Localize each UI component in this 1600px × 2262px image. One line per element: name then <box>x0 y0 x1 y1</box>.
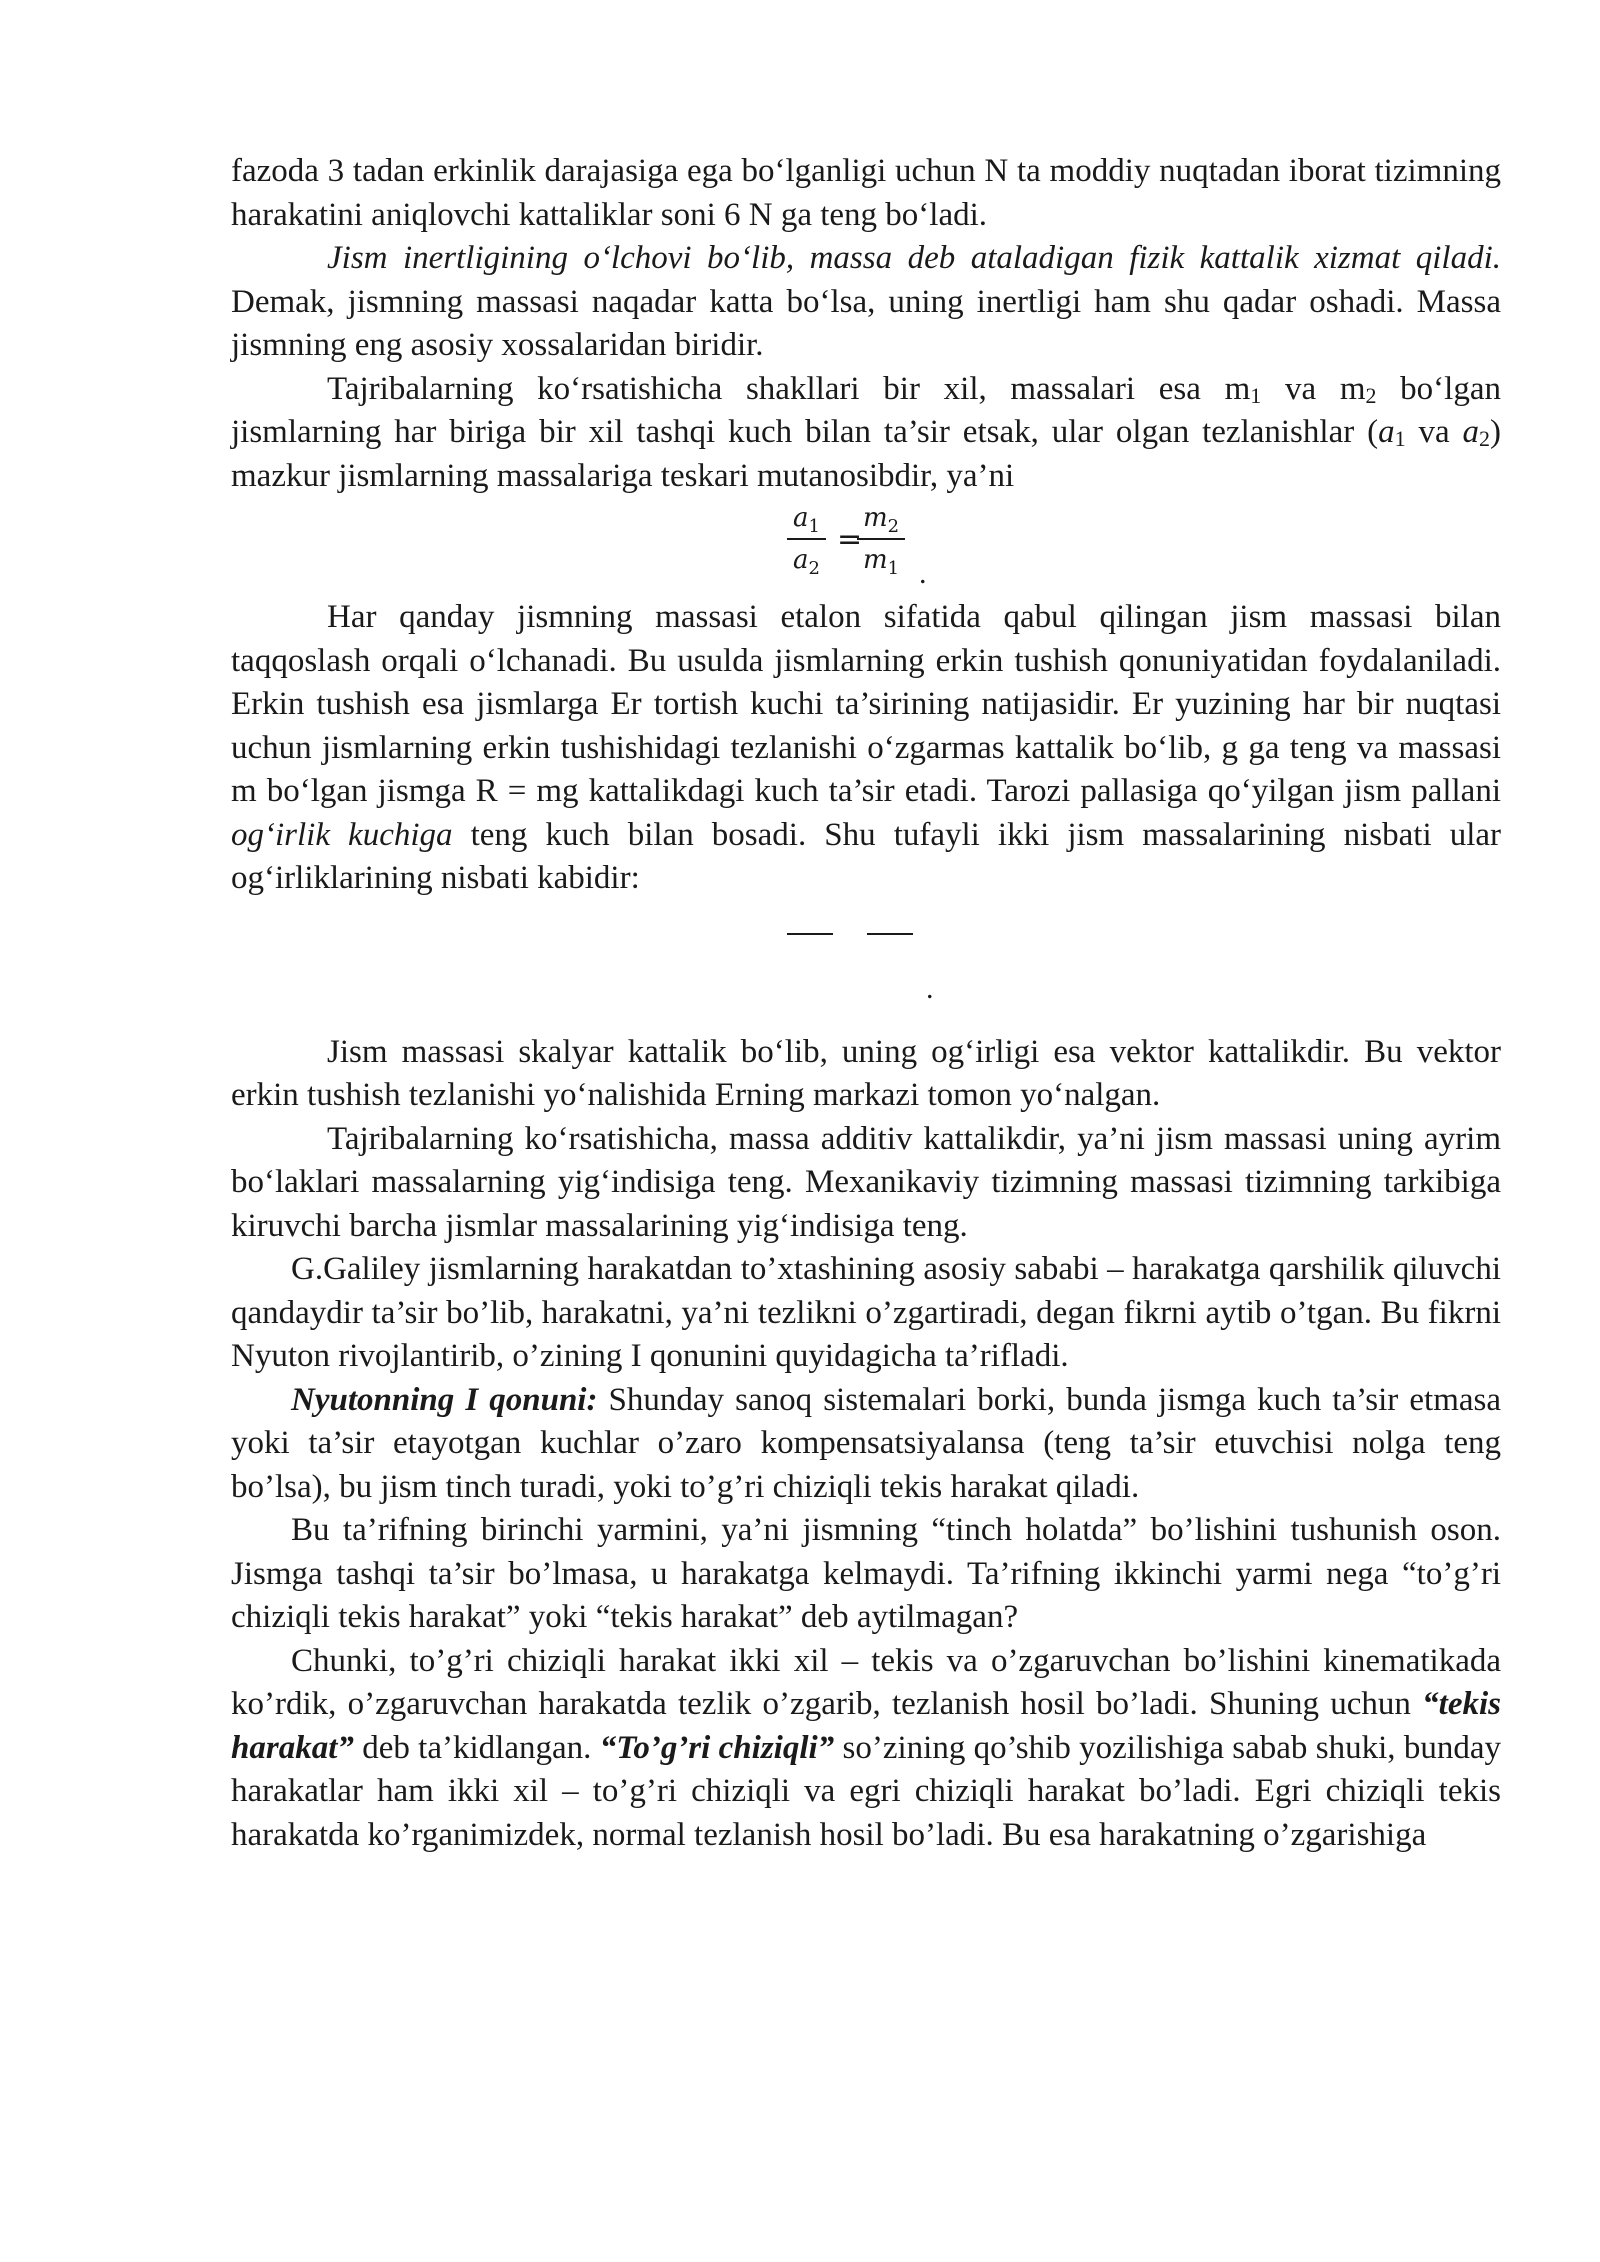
paragraph-2 <box>231 237 1501 368</box>
paragraph-1 <box>231 150 1501 237</box>
subscript: 1 <box>1250 382 1262 408</box>
variable-a: a <box>1462 414 1480 450</box>
document-page <box>231 150 1501 1857</box>
newton-first-law-heading: Nyutonning I qonuni: <box>291 1381 598 1418</box>
paragraph-text: Shunday sanoq sistemalari borki, bunda jismga kuch ta’sir etmasa yoki ta’sir etayotgan kuchlar o’zaro kompensatsiyalansa (teng ta’sir etuvchisi nolga teng bo’lsa), bu jism tinch turadi, yoki to’g’ri chiziqli tekis harakat qiladi. <box>231 1381 1501 1505</box>
gravity-force-italic: og‘irlik kuchiga <box>231 816 453 853</box>
paragraph-10 <box>231 1640 1501 1858</box>
subscript: 1 <box>1394 426 1406 451</box>
emphasis-straight-line: “To’g’ri chiziqli” <box>599 1729 835 1766</box>
subscript: 2 <box>1365 382 1377 408</box>
paragraph-text: bo‘lgan jismlarning har biriga bir xil tashqi kuch bilan ta’sir etsak, ular olgan tezlanishlar ( <box>231 370 1501 450</box>
paragraph-6 <box>231 1118 1501 1249</box>
formula-acceleration-mass-ratio <box>231 498 1501 596</box>
equals-sign: = <box>837 522 863 557</box>
paragraph-text: va <box>1405 414 1463 450</box>
paragraph-text: Jism massasi skalyar kattalik bo‘lib, uning og‘irligi esa vektor kattalikdir. Bu vektor erkin tushish tezlanishi yo‘nalishida Erning markazi tomon yo‘nalgan. <box>231 1033 1501 1113</box>
fraction-bar <box>787 933 833 935</box>
fraction-denominator: $m_1$ <box>863 545 900 579</box>
paragraph-text: fazoda 3 tadan erkinlik darajasiga ega bo‘lganligi uchun N ta moddiy nuqtadan iborat tizimning harakatini aniqlovchi kattaliklar soni 6 N ga teng bo‘ladi. <box>231 153 1501 233</box>
paragraph-text: Tajribalarning ko‘rsatishicha, massa additiv kattalikdir, ya’ni jism massasi uning ayrim bo‘laklari massalarning yig‘indisiga teng. Mexanikaviy tizimning massasi tizimning tarkibiga kiruvchi barcha jismlar massalarining yig‘indisiga teng. <box>231 1120 1501 1244</box>
emphasis-uniform-motion: “tekis harakat” <box>231 1686 1501 1766</box>
formula-period: . <box>919 557 927 590</box>
mass-definition-italic: Jism inertligining o‘lchovi bo‘lib, massa deb ataladigan fizik kattalik xizmat qiladi. <box>327 240 1501 276</box>
paragraph-text: teng kuch bilan bosadi. Shu tufayli ikki jism massalarining nisbati ular og‘irliklarining nisbati kabidir: <box>231 816 1501 896</box>
fraction-numerator: $m_2$ <box>857 498 905 540</box>
fraction-a1-a2 <box>787 498 826 580</box>
paragraph-text: Har qanday jismning massasi etalon sifatida qabul qilingan jism massasi bilan taqqoslash orqali o‘lchanadi. Bu usulda jismlarning erkin tushish qonuniyatidan foydalaniladi. Erkin tushish esa jismlarga Er tortish kuchi ta’sirining natijasidir. Er yuzining har bir nuqtasi uchun jismlarning erkin tushishidagi tezlanishi o‘zgarmas kattalik bo‘lib, g ga teng va massasi m bo‘lgan jismga R = mg kattalikdagi kuch ta’sir etadi. Tarozi pallasiga qo‘yilgan jism pallani <box>231 599 1501 809</box>
fraction-m2-m1 <box>857 498 905 580</box>
paragraph-text: ) mazkur jismlarning massalariga teskari mutanosibdir, ya’ni <box>231 414 1502 494</box>
paragraph-4 <box>231 596 1501 901</box>
fraction-bar <box>867 933 913 935</box>
paragraph-7 <box>231 1248 1501 1379</box>
paragraph-text: Demak, jismning massasi naqadar katta bo‘lsa, uning inertligi ham shu qadar oshadi. Massa jismning eng asosiy xossalaridan biridir. <box>231 283 1501 363</box>
variable-a: a <box>1378 414 1395 450</box>
paragraph-text: Bu ta’rifning birinchi yarmini, ya’ni jismning “tinch holatda” bo’lishini tushunish oson. Jismga tashqi ta’sir bo’lmasa, u harakatga kelmaydi. Ta’rifning ikkinchi yarmi nega “to’g’ri chiziqli tekis harakat” yoki “tekis harakat” deb aytilmagan? <box>231 1512 1501 1635</box>
paragraph-text: va m <box>1261 370 1366 407</box>
paragraph-text: deb ta’kidlangan. <box>353 1729 600 1766</box>
paragraph-text: Chunki, to’g’ri chiziqli harakat ikki xil – tekis va o’zgaruvchan bo’lishini kinematikada ko’rdik, o’zgaruvchan harakatda tezlik o’zgarib, tezlanish hosil bo’ladi. Shuning uchun <box>231 1642 1501 1722</box>
formula-mass-weight-ratio <box>231 901 1501 1031</box>
fraction-numerator: $a_1$ <box>787 498 826 540</box>
paragraph-3 <box>231 368 1501 499</box>
paragraph-text: G.Galiley jismlarning harakatdan to’xtashining asosiy sababi – harakatga qarshilik qiluvchi qandaydir ta’sir bo’lib, harakatni, ya’ni tezlikni o’zgartiradi, degan fikrni aytib o’tgan. Bu fikrni Nyuton rivojlantirib, o’zining I qonunini quyidagicha ta’rifladi. <box>231 1251 1501 1374</box>
fraction-denominator: $a_2$ <box>793 545 820 579</box>
paragraph-9 <box>231 1509 1501 1640</box>
paragraph-text: Tajribalarning ko‘rsatishicha shakllari bir xil, massalari esa m <box>327 370 1251 407</box>
paragraph-8 <box>231 1379 1501 1510</box>
paragraph-5 <box>231 1031 1501 1118</box>
subscript: 2 <box>1479 426 1491 451</box>
formula-period: . <box>926 971 934 1005</box>
paragraph-text: so’zining qo’shib yozilishiga sabab shuki, bunday harakatlar ham ikki xil – to’g’ri chiziqli va egri chiziqli harakat bo’ladi. Egri chiziqli tekis harakatda ko’rganimizdek, normal tezlanish hosil bo’ladi. Bu esa harakatning o’zgarishiga <box>231 1729 1501 1853</box>
